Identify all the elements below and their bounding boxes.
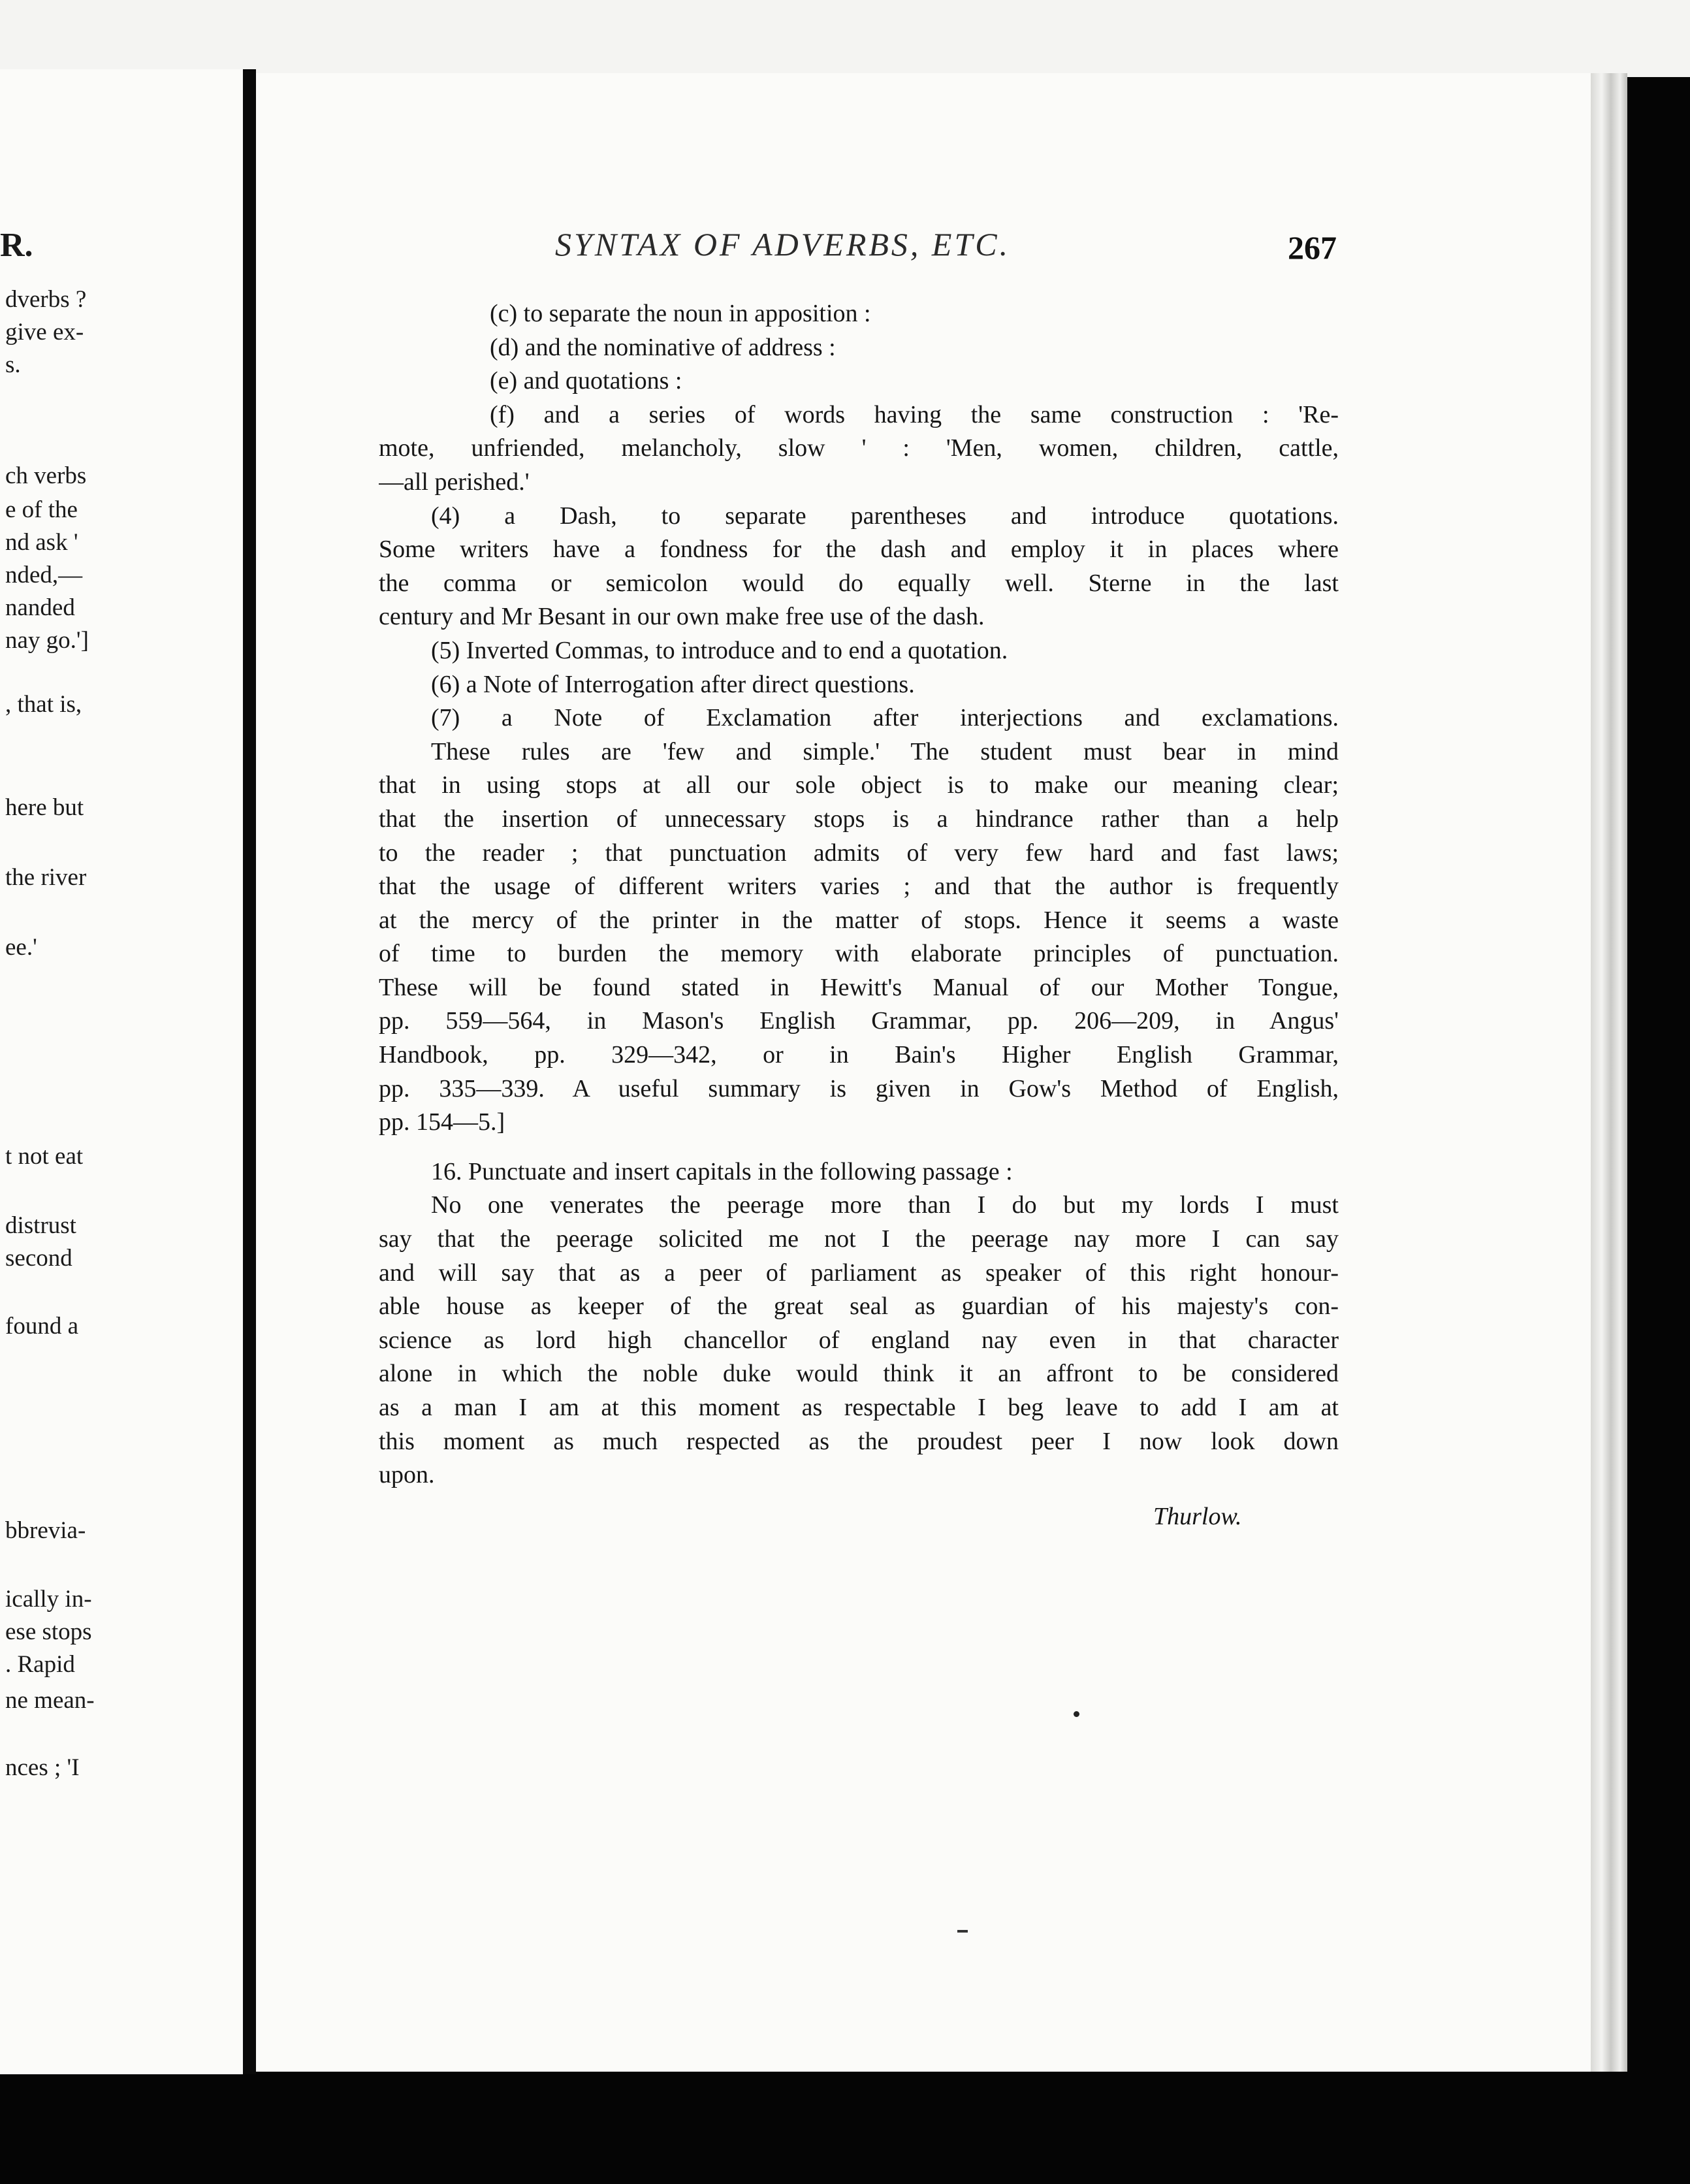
text-line: Handbook, pp. 329—342, or in Bain's Higher English Grammar,: [379, 1041, 1339, 1069]
text-line: to the reader ; that punctuation admits of very few hard and fast laws;: [379, 839, 1339, 867]
left-page-fragment: , that is,: [5, 691, 82, 718]
text-line: the comma or semicolon would do equally well. Sterne in the last: [379, 569, 1339, 597]
text-line: (f) and a series of words having the same construction : 'Re-: [490, 400, 1339, 428]
left-page-fragment: . Rapid: [5, 1651, 75, 1678]
left-page-fragment: ically in-: [5, 1586, 92, 1613]
left-page-fragment: distrust: [5, 1212, 76, 1239]
left-page-fragment: here but: [5, 794, 84, 821]
page-number: 267: [1288, 229, 1337, 266]
text-line: These will be found stated in Hewitt's Manual of our Mother Tongue,: [379, 973, 1339, 1001]
left-page-fragment: give ex-: [5, 319, 84, 345]
left-page-fragment: dverbs ?: [5, 286, 87, 313]
paragraph-gap: [379, 1140, 1339, 1155]
speck-mark: [1074, 1711, 1079, 1717]
dash-mark: [957, 1930, 968, 1933]
text-line: and will say that as a peer of parliament as speaker of this right honour-: [379, 1259, 1339, 1287]
text-line: (6) a Note of Interrogation after direct questions.: [431, 670, 915, 698]
text-line: —all perished.': [379, 468, 530, 496]
text-line: (4) a Dash, to separate parentheses and introduce quotations.: [431, 502, 1339, 530]
text-line: 16. Punctuate and insert capitals in the following passage :: [431, 1157, 1013, 1185]
text-line: that the insertion of unnecessary stops is a hindrance rather than a help: [379, 805, 1339, 833]
attribution: Thurlow.: [1153, 1503, 1242, 1530]
text-line: that the usage of different writers varies ; and that the author is frequently: [379, 873, 1339, 901]
text-line: able house as keeper of the great seal as guardian of his majesty's con-: [379, 1293, 1339, 1321]
text-line: (7) a Note of Exclamation after interjections and exclamations.: [431, 704, 1339, 732]
text-line: that in using stops at all our sole object is to make our meaning clear;: [379, 771, 1339, 799]
text-line: pp. 154—5.]: [379, 1108, 505, 1136]
body-text: [379, 297, 1339, 1492]
left-page-fragment: nanded: [5, 594, 75, 621]
left-page-fragment: nded,—: [5, 562, 83, 588]
left-page-fragment: second: [5, 1245, 72, 1272]
text-line: These rules are 'few and simple.' The student must bear in mind: [431, 737, 1339, 765]
left-page-fragment: nd ask ': [5, 529, 78, 556]
left-page-fragment: ch verbs: [5, 462, 87, 489]
text-line: No one venerates the peerage more than I do but my lords I must: [431, 1191, 1339, 1219]
left-page-fragment: ee.': [5, 934, 37, 961]
text-line: (5) Inverted Commas, to introduce and to end a quotation.: [431, 636, 1008, 664]
left-page-fragment: ne mean-: [5, 1687, 95, 1714]
left-page-fragment: nces ; 'I: [5, 1754, 80, 1781]
left-page-fragment: R.: [0, 227, 33, 264]
scan-background-top: [0, 0, 1690, 77]
left-page-fragment: ese stops: [5, 1618, 92, 1645]
running-header: SYNTAX OF ADVERBS, ETC.: [555, 226, 1011, 263]
text-line: mote, unfriended, melancholy, slow ' : 'Men, women, children, cattle,: [379, 434, 1339, 462]
text-line: this moment as much respected as the proudest peer I now look down: [379, 1427, 1339, 1455]
left-page-fragment: bbrevia-: [5, 1517, 86, 1544]
text-line: (d) and the nominative of address :: [490, 333, 836, 361]
left-page-fragment: e of the: [5, 496, 78, 523]
left-page-fragment: the river: [5, 864, 87, 891]
text-line: Some writers have a fondness for the dash and employ it in places where: [379, 536, 1339, 564]
text-line: upon.: [379, 1461, 435, 1489]
left-page-fragment: found a: [5, 1313, 78, 1340]
text-line: at the mercy of the printer in the matter of stops. Hence it seems a waste: [379, 906, 1339, 934]
book-gutter: [243, 69, 256, 2074]
text-line: alone in which the noble duke would think it an affront to be considered: [379, 1360, 1339, 1388]
text-line: of time to burden the memory with elaborate principles of punctuation.: [379, 940, 1339, 968]
text-line: as a man I am at this moment as respectable I beg leave to add I am at: [379, 1394, 1339, 1421]
left-page-fragment: t not eat: [5, 1143, 84, 1170]
left-page-fragment: nay go.']: [5, 627, 89, 654]
left-page: [0, 69, 243, 2074]
page-edge-strip: [1591, 73, 1627, 2072]
text-line: (e) and quotations :: [490, 367, 682, 395]
text-line: science as lord high chancellor of england nay even in that character: [379, 1326, 1339, 1354]
text-line: say that the peerage solicited me not I the peerage nay more I can say: [379, 1225, 1339, 1253]
text-line: pp. 559—564, in Mason's English Grammar, pp. 206—209, in Angus': [379, 1007, 1339, 1035]
left-page-fragment: s.: [5, 351, 21, 378]
text-line: pp. 335—339. A useful summary is given in Gow's Method of English,: [379, 1074, 1339, 1102]
text-line: century and Mr Besant in our own make free use of the dash.: [379, 603, 985, 631]
text-line: (c) to separate the noun in apposition :: [490, 300, 871, 327]
